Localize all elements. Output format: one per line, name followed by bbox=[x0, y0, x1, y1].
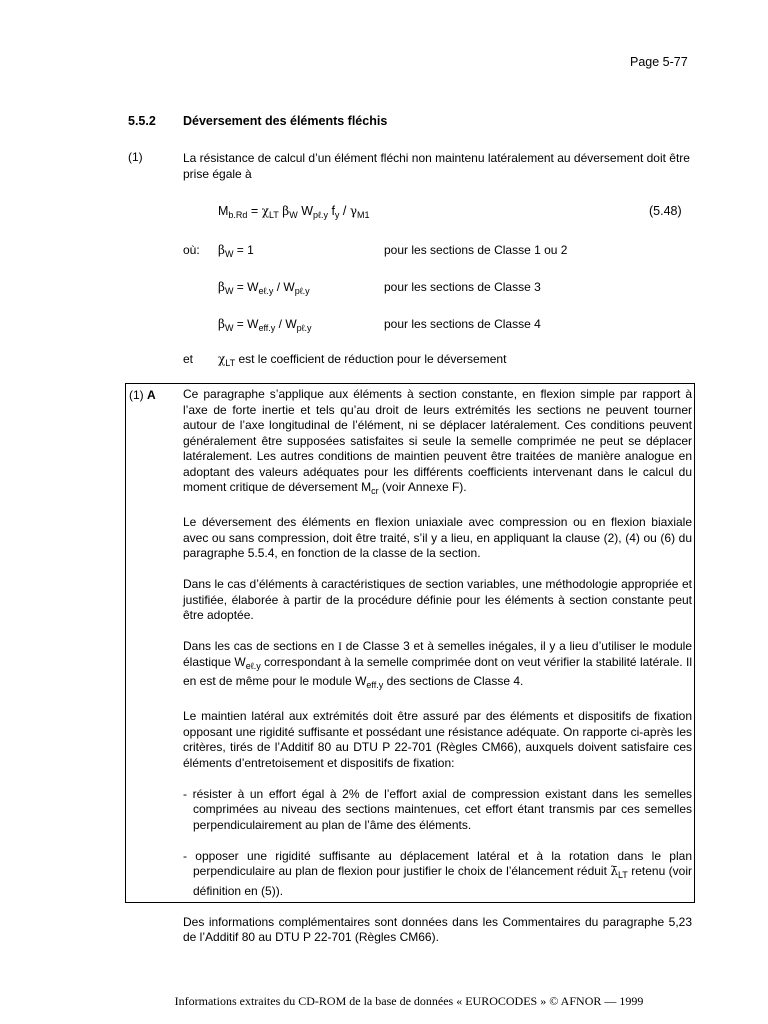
annex-clause-label: (1) A bbox=[129, 388, 156, 402]
condition-description: pour les sections de Classe 3 bbox=[384, 280, 541, 294]
annex-paragraph: Ce paragraphe s’applique aux éléments à section constante, en flexion simple par rapport à l’axe de forte inertie et tels qu’au droit de leurs extrémités les sections ne peuvent tourner autour de l’axe longitudinal de l’élément, ni se déplacer latéralement. Ces conditions peuvent généralement être supposées satisfaites si seule la semelle comprimée ne peut se déplacer latéralement. Les autres conditions de maintien peuvent être traitées de manière analogue en adoptant des valeurs adéquates pour les différents coefficients intervenant dans le calcul du moment critique de déversement $M_{cr}$ (voir Annexe F). bbox=[183, 387, 692, 496]
condition-formula: $\beta_W = 1$ bbox=[218, 243, 254, 259]
page-number: Page 5-77 bbox=[630, 55, 688, 69]
annex-paragraph: Le maintien latéral aux extrémités doit être assuré par des éléments et dispositifs de fixation opposant une rigidité suffisante et possédant une résistance adéquate. On rapporte ci-après les critères, tirés de l’Additif 80 au DTU P 22-701 (Règles CM66), auxquels doivent satisfaire ces éléments d’entretoisement et dispositifs de fixation: bbox=[183, 709, 692, 770]
condition-label: où: bbox=[183, 243, 200, 257]
annex-paragraph: Le déversement des éléments en flexion uniaxiale avec compression ou en flexion biaxiale avec ou sans compression, doit être traité, s’il y a lieu, en appliquant la clause (2), (4) ou (6) du paragraphe 5.5.4, en fonction de la classe de la section. bbox=[183, 515, 692, 560]
annex-clause-text bbox=[183, 387, 692, 961]
annex-paragraph: Dans le cas d’éléments à caractéristiques de section variables, une méthodologie appropriée et justifiée, élaborée à partir de la procédure définie pour les éléments à section constante peut être adoptée. bbox=[183, 577, 692, 622]
equation-number: (5.48) bbox=[649, 204, 682, 218]
clause-number: (1) bbox=[128, 150, 143, 164]
footer-credit: Informations extraites du CD-ROM de la base de données « EUROCODES » © AFNOR — 1999 bbox=[174, 994, 644, 1008]
section-title: Déversement des éléments fléchis bbox=[183, 114, 388, 128]
condition-formula: $\beta_W = W_{eff.y} / W_{p\ell.y}$ bbox=[218, 317, 312, 333]
condition-formula: $\beta_W = W_{e\ell.y} / W_{p\ell.y}$ bbox=[218, 280, 310, 296]
et-definition: $\chi_{LT}$ est le coefficient de réduction pour le déversement bbox=[218, 352, 507, 368]
list-item: - résister à un effort égal à 2% de l’effort axial de compression existant dans les semelles comprimées au niveau des sections maintenues, cet effort étant transmis par ces semelles perpendiculairement au plan de l’âme des éléments. bbox=[183, 786, 692, 832]
condition-description: pour les sections de Classe 4 bbox=[384, 317, 541, 331]
annex-paragraph: Des informations complémentaires sont données dans les Commentaires du paragraphe 5,23 de l’Additif 80 au DTU P 22-701 (Règles CM66). bbox=[183, 914, 692, 944]
section-number: 5.5.2 bbox=[128, 114, 156, 128]
main-formula: $M_{b.Rd} = \chi_{LT}$ $\beta_W$ $W_{p\ell.y}$ $f_y / \gamma_{M1}$ bbox=[218, 204, 370, 220]
list-item: - opposer une rigidité suffisante au déplacement latéral et à la rotation dans le plan perpendiculaire au plan de flexion pour justifier le choix de l’élancement réduit $\lambdā_{LT}$ retenu (voir définition en (5)). bbox=[183, 848, 693, 898]
condition-description: pour les sections de Classe 1 ou 2 bbox=[384, 243, 568, 257]
clause-text: La résistance de calcul d’un élément fléchi non maintenu latéralement au déversement doit être prise égale à bbox=[183, 151, 690, 181]
et-label: et bbox=[183, 352, 194, 366]
annex-paragraph: Dans les cas de sections en I de Classe 3 et à semelles inégales, il y a lieu d’utiliser le module élastique $W_{e\ell.y}$ correspondant à la semelle comprimée dont on veut vérifier la stabilité latérale. Il en est de même pour le module $W_{eff.y}$ des sections de Classe 4. bbox=[183, 639, 693, 690]
